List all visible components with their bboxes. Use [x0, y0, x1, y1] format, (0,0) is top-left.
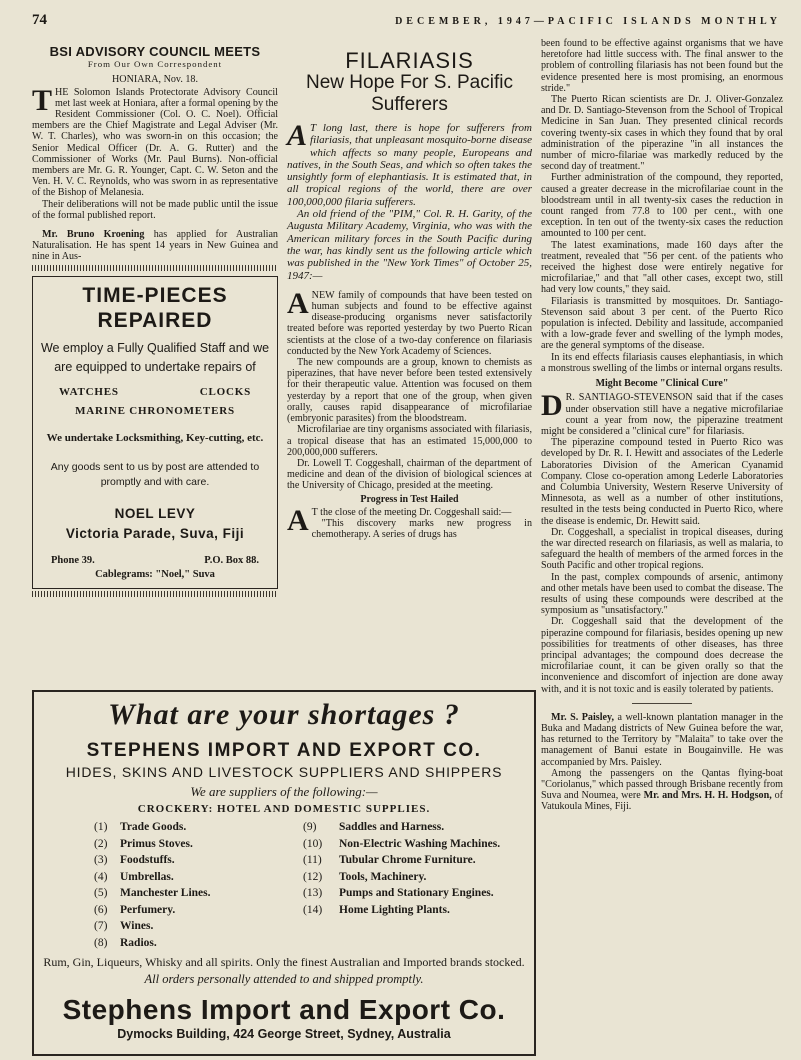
supply-item-number: (9)	[303, 821, 317, 833]
hatched-divider-bottom	[32, 591, 278, 597]
supply-item-number: (7)	[94, 920, 108, 932]
right-paragraph-3: Further administration of the compound, they reported, caused a greater decrease in the microfilariae count in the bloodstream until in all twenty-six cases the reduction in count ranged from 77.8 to 100 per cent., with one exception. In ten out of the twenty-six cases the reduction amounted to 100 per cent.	[541, 172, 783, 240]
supply-item-number: (1)	[94, 821, 108, 833]
intro-italic	[287, 119, 532, 282]
subhead-clinical-cure: Might Become "Clinical Cure"	[595, 378, 729, 390]
ad-footer-orders: All orders personally attended to and shipped promptly.	[144, 972, 424, 986]
body-paragraph-1: ANEW family of compounds that have been tested on human subjects and found to be effective against disease-producing organisms never satisfactorily treated before was reported yesterday by two Puerto Rican scientists at the close of a two-day conference on filariasis conducted by the New York Academy of Sciences.	[287, 286, 532, 357]
right-paragraph-8: The piperazine compound tested in Puerto Rico was developed by Dr. R. I. Hewitt and associates of the Lederle Laboratories Division of the American Cyanamid Company. Close co-operation among Lederle Laboratories and Columbia University, Western Reserve University of Minnesota, as well as a number of other institutions, resulted in the tests being conducted in Puerto Rico, where the disease is endemic, Dr. Hewitt said.	[541, 437, 783, 527]
hatched-divider	[32, 265, 278, 271]
right-column	[541, 38, 783, 813]
supply-item-number: (2)	[94, 837, 108, 850]
supply-item-label: Home Lighting Plants.	[339, 903, 450, 916]
ad-text: We employ a Fully Qualified Staff and we are equipped to undertake repairs of	[40, 340, 270, 374]
paisley-paragraph: Mr. S. Paisley, a well-known plantation manager in the Buka and Madang districts of New Guinea before the war, has returned to the Territory by "Malaita" to take over the management of Banui estate in Bougainville. He was accompanied by Mrs. Paisley.	[541, 711, 784, 768]
supply-item-label: Perfumery.	[120, 903, 176, 916]
byline: From Our Own Correspondent	[87, 59, 223, 70]
supply-item-number: (13)	[303, 887, 323, 899]
ad-items	[39, 383, 271, 421]
supply-item-label: Foodstuffs.	[120, 854, 175, 866]
ad-address: Victoria Parade, Suva, Fiji	[65, 525, 245, 541]
supply-item-number: (6)	[94, 903, 108, 916]
supply-item	[303, 869, 512, 886]
supply-item-label: Radios.	[120, 936, 157, 949]
supply-item	[303, 836, 512, 853]
ad-intro: We are suppliers of the following:—	[190, 784, 378, 799]
body-paragraph-4: Dr. Lowell T. Coggeshall, chairman of the department of medicine and dean of the division of biological sciences at the University of Chicago, presided at the meeting.	[287, 457, 532, 492]
supply-item	[94, 885, 303, 902]
supply-item-number: (8)	[94, 936, 108, 949]
article-title	[287, 50, 532, 116]
ad-item-clocks: CLOCKS	[199, 385, 251, 398]
right-paragraph-4: The latest examinations, made 160 days after the treatment, revealed that "56 per cent. of the patients who received the highest dose were entirely negative for microfilariae," and that "all other cases, except two, still had very low counts," they said.	[541, 239, 783, 296]
ad-company: STEPHENS IMPORT AND EXPORT CO.	[86, 740, 482, 761]
running-title: DECEMBER, 1947—PACIFIC ISLANDS MONTHLY	[395, 16, 781, 27]
body-paragraph-5: A T the close of the meeting Dr. Coggeshall said:—	[287, 503, 512, 537]
supply-item	[303, 885, 512, 902]
supply-list-left	[94, 819, 303, 951]
body-paragraph-6: "This discovery marks new progress in chemotherapy. A series of drugs has	[311, 517, 532, 541]
supply-item-number: (12)	[303, 870, 323, 883]
right-paragraph-10: In the past, complex compounds of arsenic, antimony and other metals have been used to combat the disease. The results of using these compounds were described at the symposium as "unsatisfactory."	[541, 571, 783, 617]
supply-item-label: Trade Goods.	[120, 821, 187, 833]
ad-phone: Phone 39.	[51, 554, 95, 566]
supply-item-label: Tools, Machinery.	[339, 870, 427, 883]
running-head	[32, 12, 781, 34]
title-filariasis: FILARIASIS	[345, 48, 474, 73]
supply-item-label: Primus Stoves.	[120, 837, 193, 850]
bsi-headline: BSI ADVISORY COUNCIL MEETS	[49, 44, 261, 59]
supply-list	[34, 815, 534, 951]
subhead-progress: Progress in Test Hailed	[360, 493, 459, 505]
timepieces-advert	[32, 276, 278, 589]
ad-contact	[39, 554, 271, 582]
ad-footer-spirits: Rum, Gin, Liqueurs, Whisky and all spirits. Only the finest Australian and Imported brands stocked.	[43, 955, 525, 969]
ad-box: P.O. Box 88.	[204, 554, 259, 566]
dropcap: T	[32, 83, 53, 117]
intro-paragraph-1: A T long last, there is hope for sufferers from filariasis, that unpleasant mosquito-borne disease which affects so many people, Europeans and natives, in the South Seas, and which so often takes the unsightly form of elephantiasis. It is estimated that, in all tropical regions of the world, there are over 100,000,000 filaria sufferers.	[287, 119, 532, 208]
short-divider	[632, 703, 692, 704]
supply-item	[94, 918, 303, 935]
ad-cables: Cablegrams: "Noel," Suva	[95, 568, 215, 580]
intro-paragraph-2: An old friend of the "PIM," Col. R. H. Garity, of the Augusta Military Academy, Virginia, who was with the American military forces in the South Pacific during the war, has kindly sent us the following article which was published in the "New York Times" of October 25, 1947:—	[287, 208, 532, 282]
left-column	[32, 42, 278, 599]
title-subtitle: New Hope For S. Pacific Sufferers	[306, 72, 513, 115]
supply-item-label: Saddles and Harness.	[339, 821, 445, 833]
supply-list-right	[303, 819, 512, 951]
ad-title-2: REPAIRED	[97, 308, 213, 332]
right-paragraph-11: Dr. Coggeshall said that the development of the piperazine compound for filariasis, besides opening up new possibilities for treatments of other diseases, has three principal advantages; the compound does decrease the microfilariae count, it can be given orally so that the inconvenience and discomfort of injection are done away with, and it is not toxic and is easily tolerated by patients.	[541, 616, 783, 695]
supply-item-label: Umbrellas.	[120, 870, 174, 883]
ad-address: Dymocks Building, 424 George Street, Sydney, Australia	[117, 1027, 451, 1041]
ad-also: We undertake Locksmithing, Key-cutting, etc.	[46, 431, 264, 444]
supply-item	[94, 935, 303, 952]
ad-note: Any goods sent to us by post are attended to promptly and with care.	[50, 460, 260, 488]
supply-item	[303, 902, 512, 919]
qantas-paragraph: Among the passengers on the Qantas flying-boat "Coriolanus," which passed through Brisbane recently from Suva and Noumea, were Mr. and Mrs. H. H. Hodgson, of Vatukoula Mines, Fiji.	[541, 767, 784, 813]
supply-item	[94, 902, 303, 919]
supply-item-number: (10)	[303, 837, 323, 850]
page-number: 74	[32, 12, 47, 28]
supply-item-label: Manchester Lines.	[120, 887, 211, 899]
right-paragraph-5: Filariasis is transmitted by mosquitoes. Dr. Santiago-Stevenson said about 3 per cent. of the Puerto Rico population is infected. Debility and lassitude, accompanied with a low-grade fever and swelling of the lymph modes, are the general symptoms of the disease.	[541, 295, 783, 352]
ad-heading: CROCKERY: HOTEL AND DOMESTIC SUPPLIES.	[137, 803, 431, 815]
ad-title: TIME-PIECES	[82, 283, 228, 307]
right-paragraph-2: The Puerto Rican scientists are Dr. J. Oliver-Gonzalez and Dr. D. Santiago-Stevenson from the School of Tropical Medicine in San Juan. They presented clinical records covering twenty-six cases in which they found that by oral administration of the piperazine "in all instances the number of micro-filariae was markedly reduced by the second day of treatment."	[541, 94, 783, 173]
supply-item-label: Wines.	[120, 920, 154, 932]
supply-item	[303, 819, 512, 836]
ad-name: NOEL LEVY	[114, 505, 196, 521]
right-paragraph-7: D R. SANTIAGO-STEVENSON said that if the cases under observation still have a negative microfilariae count a year from now, the piperazine treatment might be considered a "clinical cure" for filariasis.	[541, 389, 783, 437]
supply-item-number: (14)	[303, 903, 323, 916]
supply-item-number: (5)	[94, 887, 108, 899]
body-paragraph-2: The new compounds are a group, known to chemists as piperazines, that have never before been tested extensively for their therapeutic value. Attention was focused on them yesterday by a report that one of the group, when given orally, causes rapid disappearance of microfilariae (embryonic parasites) from the bloodstream.	[287, 357, 532, 425]
stephens-advert	[32, 690, 536, 1056]
supply-item	[303, 852, 512, 869]
supply-item-number: (11)	[303, 854, 322, 866]
dateline: HONIARA, Nov. 18.	[112, 74, 198, 86]
ad-item-watches: WATCHES	[59, 385, 119, 398]
supply-item-number: (3)	[94, 854, 108, 866]
bsi-paragraph-2: Their deliberations will not be made public until the issue of the formal published report.	[32, 198, 278, 221]
body-paragraph-3: Microfilariae are tiny organisms associated with filariasis, a tropical disease that has an estimated 15,000,000 to 200,000,000 sufferers.	[287, 424, 532, 458]
middle-column	[287, 42, 532, 540]
right-paragraph-6: In its end effects filariasis causes elephantiasis, in which a monstrous swelling of the limbs or internal organs results.	[541, 351, 783, 374]
supply-item-number: (4)	[94, 870, 108, 883]
supply-item-label: Tubular Chrome Furniture.	[339, 854, 476, 866]
supply-item-label: Pumps and Stationary Engines.	[339, 887, 494, 899]
ad-slogan: What are your shortages ?	[108, 698, 460, 731]
supply-item	[94, 852, 303, 869]
ad-item-chronometers: MARINE CHRONOMETERS	[75, 404, 235, 417]
supply-item-label: Non-Electric Washing Machines.	[339, 837, 501, 850]
right-paragraph-1: been found to be effective against organisms that we have heretofore had little success with. The final answer to the problem of controlling filariasis has not been found but the evidence presented here is most promising, an enormous stride."	[541, 38, 783, 94]
kroening-paragraph: Mr. Bruno Kroening has applied for Australian Naturalisation. He has spent 14 years in New Guinea and nine in Aus-	[32, 229, 278, 263]
ad-big-name: Stephens Import and Export Co.	[62, 994, 506, 1025]
supply-item	[94, 819, 303, 836]
right-paragraph-9: Dr. Coggeshall, a specialist in tropical diseases, during the war directed research on filariasis, as well as malaria, to safeguard the health of members of the armed forces in the South Pacific and other tropical regions.	[541, 526, 783, 572]
supply-item	[94, 869, 303, 886]
ad-subtitle: HIDES, SKINS AND LIVESTOCK SUPPLIERS AND SHIPPERS	[65, 764, 503, 780]
supply-item	[94, 836, 303, 853]
bsi-paragraph-1: THE Solomon Islands Protectorate Advisory Council met last week at Honiara, after a formal opening by the Resident Commissioner (Col. O. C. Noel). Official members are the Chief Magistrate and Legal Adviser (Mr. W. T. Charles), who was sworn-in on this occasion; the Senior Medical Officer (Dr. A. G. Rutter) and the Commissioner of Works (Mr. Paul Burns). Non-official members are Mr. G. R. Younger, Capt. C. W. Seton and the Ven. H. V. C. Reynolds, who was sworn in as representative of the Bishop of Melanesia.	[32, 83, 278, 199]
